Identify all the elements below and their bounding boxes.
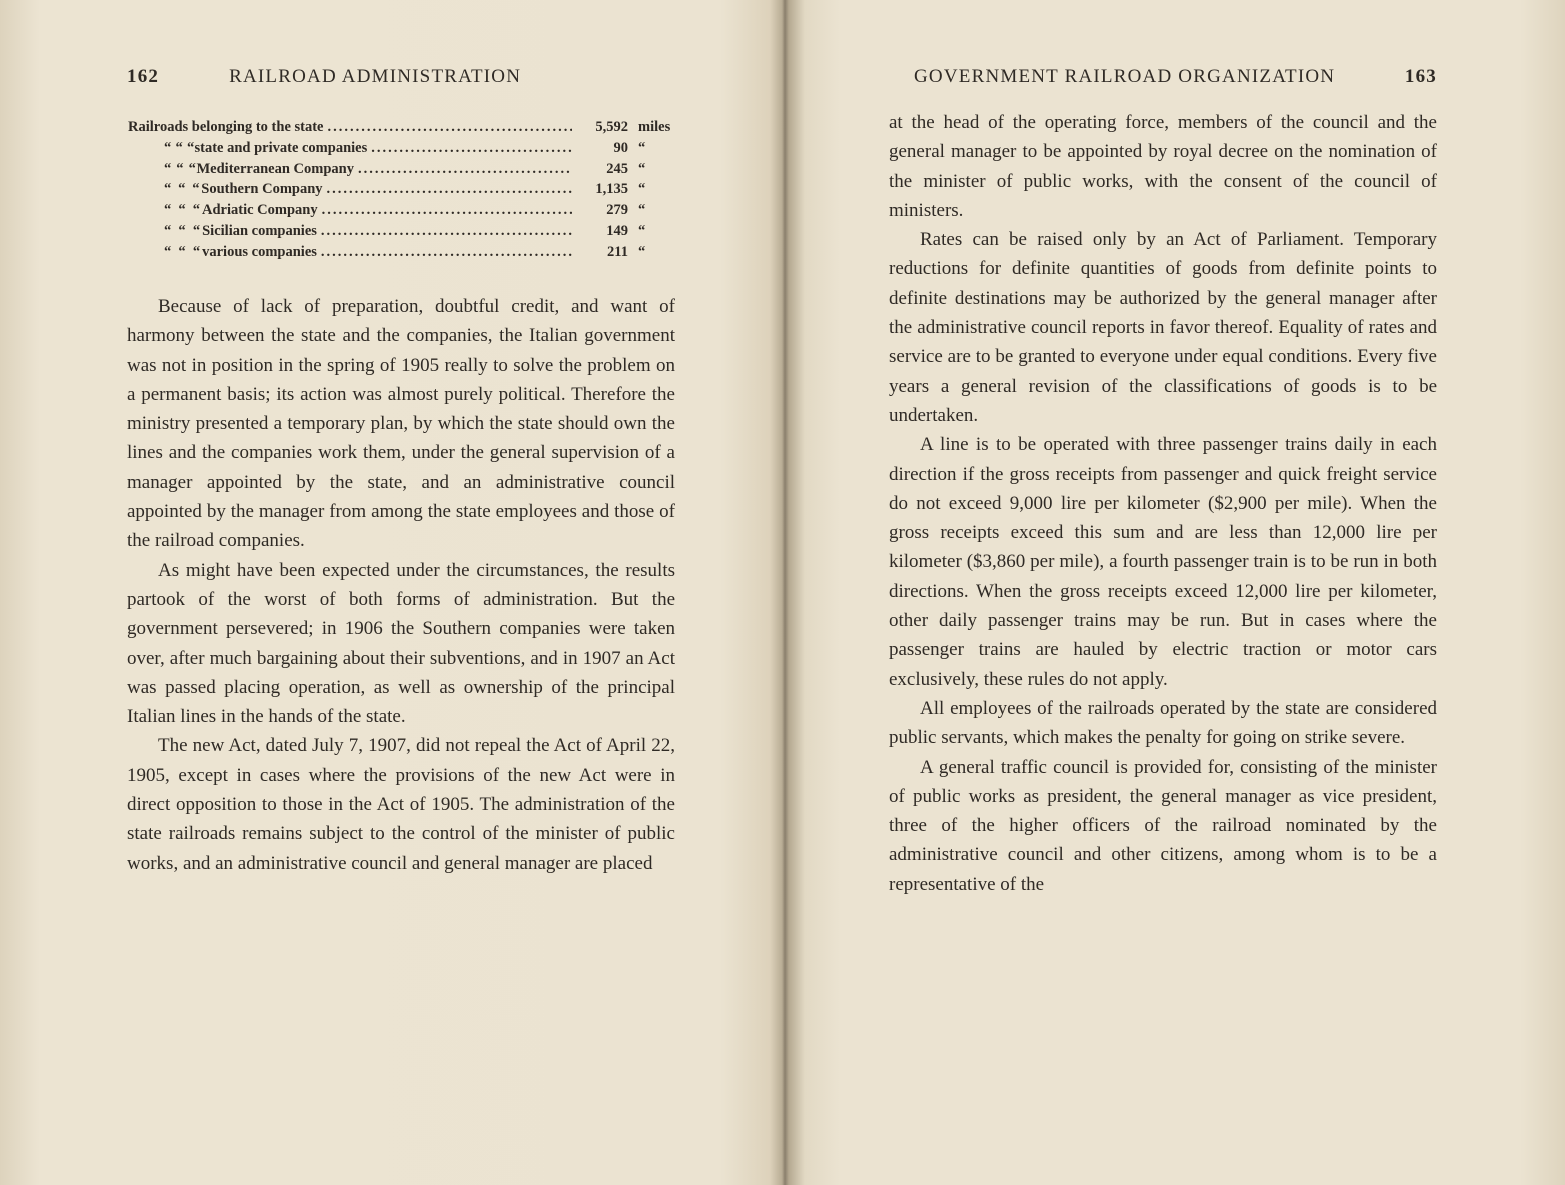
table-row-value: 5,592	[595, 119, 628, 135]
ditto-mark: “	[637, 160, 646, 177]
ditto-mark: “	[637, 139, 646, 156]
ditto-mark: “	[192, 202, 200, 219]
ditto-mark: “	[638, 181, 646, 198]
right-running-head	[914, 66, 1437, 96]
right-page	[786, 0, 1565, 1185]
ditto-mark: “	[164, 222, 172, 239]
ditto-mark: “	[187, 139, 195, 156]
table-row	[128, 117, 676, 138]
paragraph: at the head of the operating force, members of the council and the general manager to be appointed by royal decree on the nomination of the minister of public works, with the consent of the council of ministers.	[889, 112, 1437, 221]
paragraph: As might have been expected under the circumstances, the results partook of the worst of both forms of administration. But the government persevered; in 1906 the Southern companies were taken over, after much bargaining about their subventions, and in 1907 an Act was passed placing operation, as well as ownership of the principal Italian lines in the hands of the state.	[127, 559, 675, 728]
table-row-value: 149	[606, 222, 628, 239]
ditto-mark: “	[178, 243, 186, 260]
left-page-number: 162	[127, 66, 160, 87]
ditto-mark: “	[164, 202, 172, 219]
table-row-label: Southern Company	[201, 181, 323, 198]
paragraph: Rates can be raised only by an Act of Parliament. Temporary reductions for definite quantities of goods from definite points to definite destinations may be authorized by the general manager after the administrative council reports in favor thereof. Equality of rates and service are to be granted to everyone under equal conditions. Every five years a general revision of the classifications of goods is to be undertaken.	[889, 229, 1437, 426]
ditto-mark: “	[164, 160, 172, 177]
dot-leader	[321, 221, 572, 242]
table-row	[128, 159, 676, 180]
paragraph: A line is to be operated with three passenger trains daily in each direction if the gross receipts from passenger and quick freight service do not exceed 9,000 lire per kilometer ($2,900 per mile). When the gross receipts exceed this sum and are less than 12,000 lire per kilometer ($3,860 per mile), a fourth passenger train is to be run in both directions. When the gross receipts exceed 12,000 lire per kilometer, other daily passenger trains may be run. But in cases where the passenger trains are hauled by electric traction or motor cars exclusively, these rules do not apply.	[889, 434, 1437, 690]
left-running-head	[127, 66, 675, 96]
ditto-mark: “	[188, 160, 196, 177]
table-row	[128, 200, 676, 221]
ditto-mark: “	[175, 139, 183, 156]
table-row	[128, 221, 676, 242]
ditto-mark: “	[178, 222, 186, 239]
paragraph: All employees of the railroads operated by the state are considered public servants, which makes the penalty for going on strike severe.	[889, 697, 1437, 749]
table-row-label: state and private companies	[194, 139, 368, 156]
table-row-value: 279	[606, 202, 628, 219]
mileage-table	[128, 117, 676, 263]
table-row-label: Railroads belonging to the state	[128, 119, 324, 135]
dot-leader	[322, 200, 572, 221]
ditto-mark: “	[178, 202, 186, 219]
paragraph: Because of lack of preparation, doubtful credit, and want of harmony between the state and the companies, the Italian government was not in position in the spring of 1905 really to solve the problem on a permanent basis; its action was almost purely political. Therefore the ministry presented a temporary plan, by which the state should own the lines and the companies work them, under the general supervision of a manager appointed by the state, and an administrative council appointed by the manager from among the state employees and those of the railroad companies.	[127, 296, 675, 552]
ditto-mark: “	[192, 181, 200, 198]
right-body-text	[889, 108, 1437, 899]
table-row-label: various companies	[202, 243, 317, 260]
ditto-mark: “	[164, 243, 172, 260]
ditto-mark: “	[164, 181, 172, 198]
dot-leader	[358, 159, 572, 180]
dot-leader	[321, 242, 572, 263]
dot-leader	[371, 138, 572, 159]
paragraph: The new Act, dated July 7, 1907, did not repeal the Act of April 22, 1905, except in cases where the provisions of the new Act were in direct opposition to those in the Act of 1905. The administration of the state railroads remains subject to the control of the minister of public works, and an administrative council and general manager are placed	[127, 735, 675, 874]
table-row-label: Mediterranean Company	[196, 160, 354, 177]
ditto-mark: “	[192, 243, 201, 260]
table-row	[128, 242, 676, 263]
ditto-mark: “	[164, 139, 172, 156]
dot-leader	[328, 117, 573, 138]
ditto-mark: “	[176, 160, 184, 177]
ditto-mark: “	[192, 222, 201, 239]
paragraph: A general traffic council is provided for, consisting of the minister of public works as president, the general manager as vice president, three of the higher officers of the railroad nominated by the administrative council and other citizens, among whom is to be a representative of the	[889, 756, 1437, 895]
table-row	[128, 179, 676, 200]
ditto-mark: “	[637, 222, 646, 239]
right-page-number: 163	[1404, 66, 1437, 87]
table-row-value: 211	[607, 243, 628, 260]
left-body-text	[127, 292, 675, 878]
table-row-unit: miles	[638, 119, 671, 135]
table-row-label: Sicilian companies	[202, 222, 317, 239]
ditto-mark: “	[638, 202, 646, 219]
table-row-value: 1,135	[595, 181, 628, 198]
table-row-label: Adriatic Company	[202, 202, 318, 219]
right-running-title: GOVERNMENT RAILROAD ORGANIZATION	[914, 66, 1336, 87]
ditto-mark: “	[178, 181, 186, 198]
dot-leader	[327, 179, 572, 200]
table-row-value: 90	[613, 139, 628, 156]
left-running-title: RAILROAD ADMINISTRATION	[229, 66, 522, 87]
table-row	[128, 138, 676, 159]
table-row-value: 245	[606, 160, 628, 177]
ditto-mark: “	[637, 243, 646, 260]
